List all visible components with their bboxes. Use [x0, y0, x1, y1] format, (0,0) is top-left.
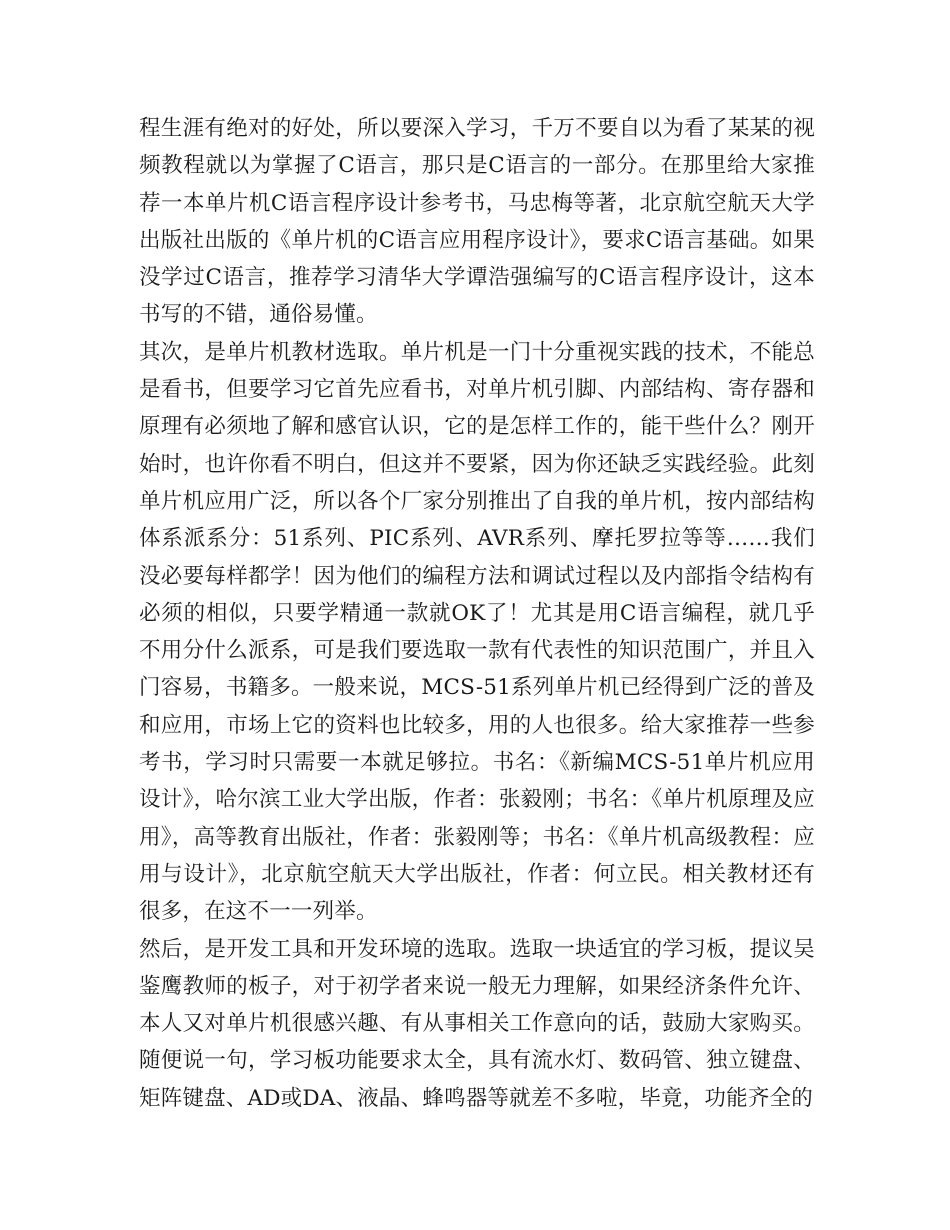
paragraph-c-language-books: 程生涯有绝对的好处，所以要深入学习，千万不要自以为看了某某的视频教程就以为掌握了C语言，那只是C语言的一部分。在那里给大家推荐一本单片机C语言程序设计参考书，马忠梅等著，北京航空航天大学出版社出版的《单片机的C语言应用程序设计》，要求C语言基础。如果没学过C语言，推荐学习清华大学谭浩强编写的C语言程序设计，这本书写的不错，通俗易懂。 [139, 116, 815, 328]
paragraph-textbook-selection: 其次，是单片机教材选取。单片机是一门十分重视实践的技术，不能总是看书，但要学习它首先应看书，对单片机引脚、内部结构、寄存器和原理有必须地了解和感官认识，它的是怎样工作的，能干些什么？刚开始时，也许你看不明白，但这并不要紧，因为你还缺乏实践经验。此刻单片机应用广泛，所以各个厂家分别推出了自我的单片机，按内部结构体系派系分：51系列、PIC系列、AVR系列、摩托罗拉等等……我们没必要每样都学！因为他们的编程方法和调试过程以及内部指令结构有必须的相似，只要学精通一款就OK了！尤其是用C语言编程，就几乎不用分什么派系，可是我们要选取一款有代表性的知识范围广，并且入门容易，书籍多。一般来说，MCS-51系列单片机已经得到广泛的普及和应用，市场上它的资料也比较多，用的人也很多。给大家推荐一些参考书，学习时只需要一本就足够拉。书名：《新编MCS-51单片机应用设计》，哈尔滨工业大学出版，作者：张毅刚；书名：《单片机原理及应用》，高等教育出版社，作者：张毅刚等；书名：《单片机高级教程：应用与设计》，北京航空航天大学出版社，作者：何立民。相关教材还有很多，在这不一一列举。 [139, 339, 815, 925]
paragraph-dev-tools-selection: 然后，是开发工具和开发环境的选取。选取一块适宜的学习板，提议吴鉴鹰教师的板子，对于初学者来说一般无力理解，如果经济条件允许、本人又对单片机很感兴趣、有从事相关工作意向的话，鼓励大家购买。随便说一句，学习板功能要求太全，具有流水灯、数码管、独立键盘、矩阵键盘、AD或DA、液晶、蜂鸣器等就差不多啦，毕竟，功能齐全的 [139, 936, 815, 1111]
document-body [139, 110, 815, 1117]
